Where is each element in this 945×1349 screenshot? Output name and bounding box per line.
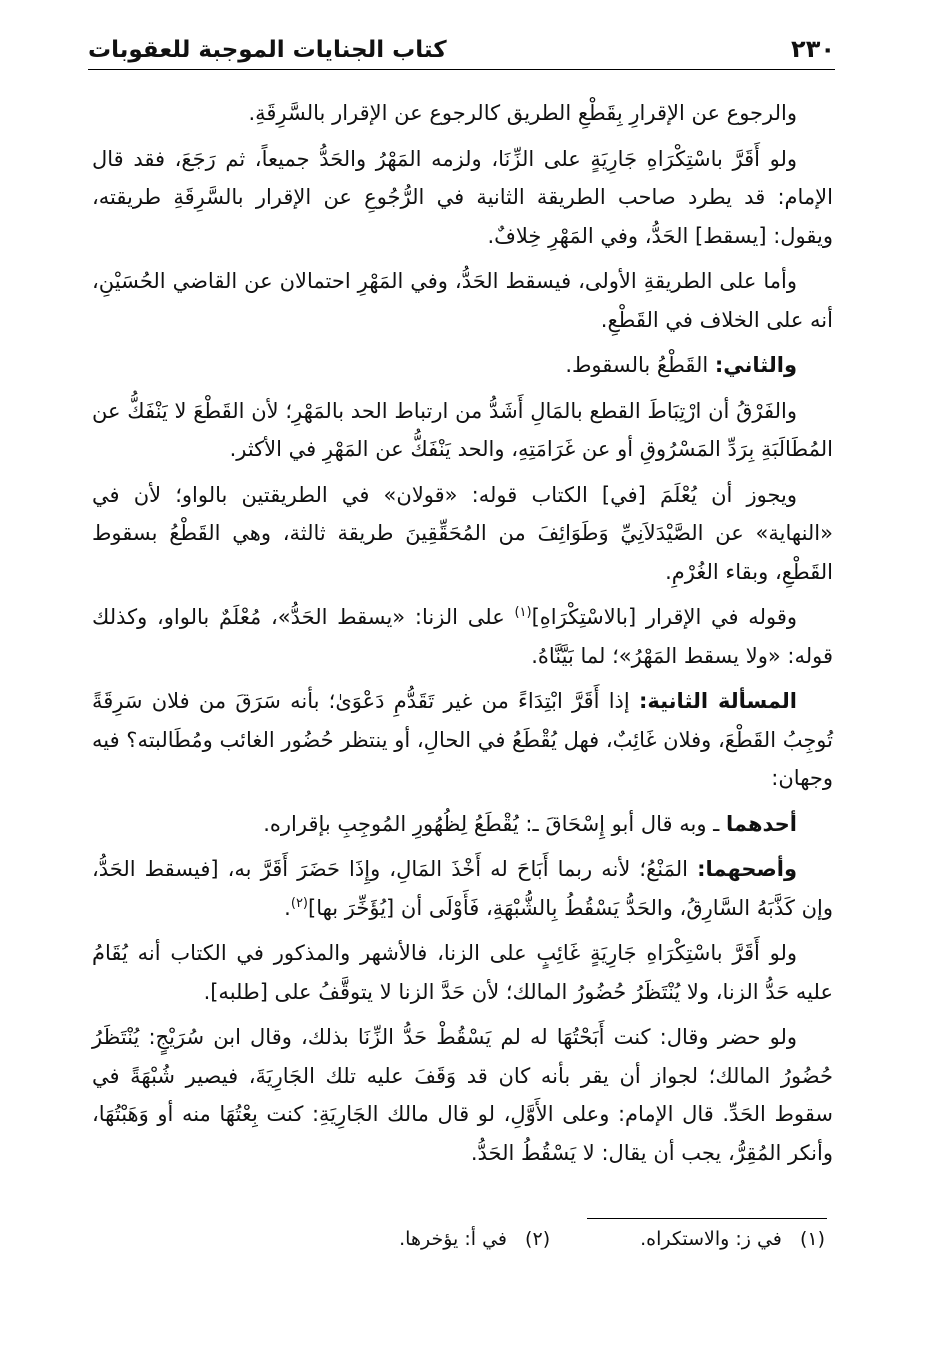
paragraph-lead: أحدهما [726,811,797,836]
paragraph: والرجوع عن الإقرارِ بِقَطْعِ الطريق كالرجوع عن الإقرار بالسَّرِقَةِ. [248,101,797,125]
paragraph: والثاني: القَطْعُ بالسقوط. [565,353,797,377]
footnote-divider [587,1218,827,1219]
footnote-text: في ز: والاستكراه. [640,1228,782,1250]
footnote-number: (١) [799,1228,825,1250]
paragraph-lead: المسألة الثانية: [638,689,798,713]
paragraph-lead: والثاني: [714,353,797,377]
page-header [88,30,835,70]
footnote-item [399,1228,550,1250]
paragraph: ويجوز أن يُعْلَمَ [في] الكتاب قوله: «قولان» في الطريقتين بالواو؛ لأن في «النهاية» عن الصَّيْدَلاَنِيِّ وَطَوَائِفَ من المُحَقِّقِينَ طريقة ثالثة، وهي القَطْعُ بسقوط القَطْعِ، وبقاء الغُرْمِ. [92,482,833,584]
paragraph: وأصحهما: المَنْعُ؛ لأنه ربما أَبَاحَ له أَخْذَ المَالِ، وإِذَا حَضَرَ أَقَرَّ به، [فيسقط الحَدُّ، وإن كَذَّبَهُ السَّارِقُ، والحَدُّ يَسْقُطُ بِالشُّبْهَةِ، فَأَوْلَى أن [يُؤَخِّرَ بها]$^{(٢)}$. [92,857,833,920]
footnote-ref[interactable]: (٢) [290,895,308,911]
footnote-ref[interactable]: (١) [514,605,532,620]
paragraph: ولو أَقَرَّ باسْتِكْرَاهِ جَارِيَةٍ على الزِّنَا، ولزمه المَهْرُ والحَدُّ جميعاً، ثم رَجَعَ، فقد قال الإمام: قد يطرد صاحب الطريقة الثانية في الرُّجُوعِ عن الإقرار بالسَّرِقَةِ طريقته، ويقول: [يسقط] الحَدُّ، وفي المَهْرِ خِلافٌ. [92,146,833,248]
paragraph: ولو حضر وقال: كنت أَبَحْتُهَا له لم يَسْقُطْ حَدُّ الزِّنَا بذلك، وقال ابن سُرَيْجٍ: يُنْتَظَرُ حُضُورُ المالك؛ لجواز أن يقر بأنه كان قد وَقَفَ عليه تلك الجَارِيَةَ، فيصير شُبْهَةً في سقوط الحَدِّ. قال الإمام: وعلى الأَوَّلِ، لو قال مالك الجَارِيَةِ: كنت بِعْتُهَا منه أو وَهَبْتُهَا، وأنكر المُقِرُّ، يجب أن يقال: لا يَسْقُطُ الحَدُّ. [92,1025,833,1165]
footnotes [300,1228,825,1250]
footnote-text: في أ: يؤخرها. [399,1228,507,1250]
page-number: ٢٣٠ [791,35,835,63]
paragraph: وقوله في الإقرار [بالاسْتِكْرَاهِ]$^{(١)}$ على الزنا: «يسقط الحَدُّ»، مُعْلَمٌ بالواو، وكذلك قوله: «ولا يسقط المَهْرُ»؛ لما بَيَّنَّاهُ. [92,605,833,668]
paragraph-lead: وأصحهما: [697,857,797,881]
main-text [92,94,833,1179]
running-title: كتاب الجنايات الموجبة للعقوبات [88,37,447,63]
paragraph: وأما على الطريقةِ الأولى، فيسقط الحَدُّ، وفي المَهْرِ احتمالان عن القاضي الحُسَيْنِ، أنه على الخلاف في القَطْعِ. [92,269,833,332]
paragraph: المسألة الثانية: إذا أَقَرَّ ابْتِدَاءً من غير تَقَدُّمِ دَعْوَىٰ؛ بأنه سَرَقَ من فلان سَرِقَةً تُوجِبُ القَطْعَ، وفلان غَائِبٌ، فهل يُقْطَعُ في الحالِ، أو ينتظر حُضُور الغائب ومُطَالبته؟ فيه وجهان: [92,689,833,790]
paragraph: أحدهما ـ وبه قال أبو إِسْحَاقَ ـ: يُقْطَعُ لِظُهُورِ المُوجِبِ بإقراره. [263,811,797,836]
footnote-number: (٢) [525,1228,551,1250]
paragraph: والفَرْقُ أن ارْتِبَاطَ القطع بالمَالِ أَشَدُّ من ارتباط الحد بالمَهْرِ؛ لأن القَطْعَ لا يَنْفَكُّ عن المُطَالَبَةِ بِرَدِّ المَسْرُوقِ أو عن غَرَامَتِهِ، والحد يَنْفَكُّ عن المَهْرِ في الأكثر. [92,398,833,461]
footnote-item [640,1228,825,1250]
paragraph: ولو أَقَرَّ باسْتِكْرَاهِ جَارِيَةٍ غَائِبٍ على الزنا، فالأشهر والمذكور في الكتاب أنه يُقَامُ عليه حَدُّ الزنا، ولا يُنْتَظَرُ حُضُورُ المالك؛ لأن حَدَّ الزنا لا يتوقَّفُ على [طلبه]. [92,941,833,1004]
